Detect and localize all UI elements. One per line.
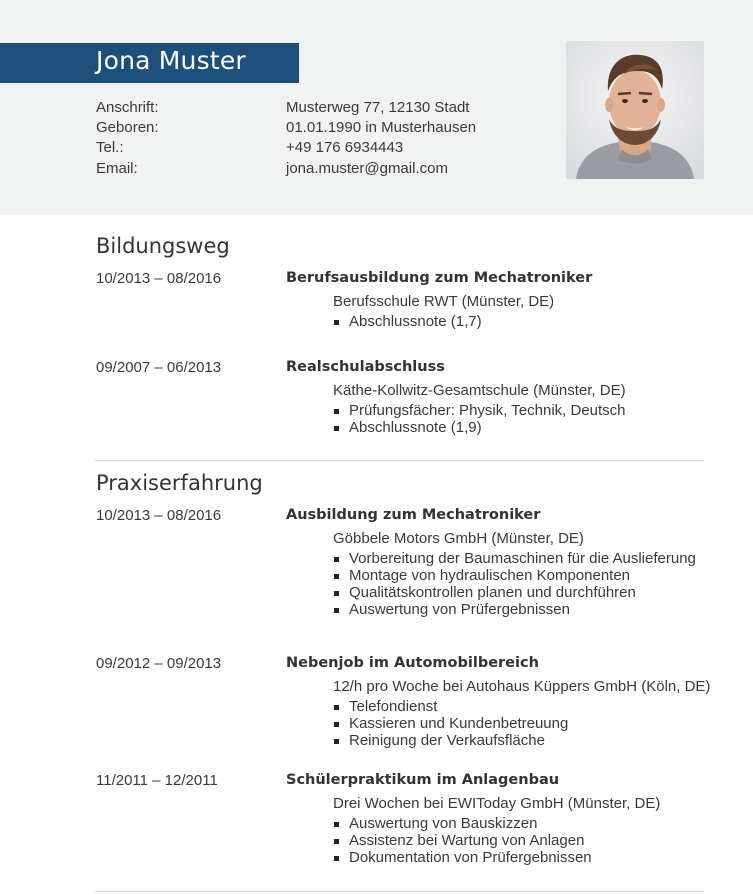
entry-bullets	[333, 698, 568, 749]
profile-photo	[566, 41, 704, 179]
entry-date: 09/2012 – 09/2013	[96, 655, 222, 672]
bullet-item	[333, 698, 568, 715]
entry-institution: Berufsschule RWT (Münster, DE)	[333, 293, 555, 310]
entry-institution: Käthe-Kollwitz-Gesamtschule (Münster, DE)	[333, 382, 626, 399]
bullet-item	[333, 419, 626, 436]
bullet-text: Vorbereitung der Baumaschinen für die Auslieferung	[349, 550, 696, 567]
bullet-text: Assistenz bei Wartung von Anlagen	[349, 832, 585, 849]
contact-label: Email:	[96, 159, 138, 177]
section-divider	[95, 891, 704, 892]
bullet-item	[333, 567, 696, 584]
section-title-experience: Praxiserfahrung	[96, 471, 263, 495]
bullet-square-icon	[334, 608, 339, 613]
entry-bullets	[333, 815, 592, 866]
bullet-item	[333, 715, 568, 732]
contact-label: Anschrift:	[96, 99, 159, 116]
bullet-text: Kassieren und Kundenbetreuung	[349, 715, 569, 732]
entry-company: Göbbele Motors GmbH (Münster, DE)	[333, 530, 584, 547]
bullet-square-icon	[334, 839, 339, 844]
entry-date: 10/2013 – 08/2016	[96, 507, 222, 524]
bullet-square-icon	[334, 320, 339, 325]
bullet-square-icon	[334, 705, 339, 710]
bullet-item	[333, 601, 696, 618]
contact-value: jona.muster@gmail.com	[286, 159, 448, 177]
bullet-text: Abschlussnote (1,9)	[349, 419, 482, 436]
bullet-item	[333, 313, 482, 330]
bullet-text: Dokumentation von Prüfergebnissen	[349, 849, 592, 866]
bullet-square-icon	[334, 722, 339, 727]
bullet-text: Telefondienst	[349, 698, 438, 715]
contact-details	[96, 99, 516, 180]
bullet-item	[333, 732, 568, 749]
entry-bullets	[333, 550, 696, 618]
contact-label: Tel.:	[96, 139, 124, 157]
entry-title: Ausbildung zum Mechatroniker	[286, 507, 541, 523]
contact-row-phone	[96, 139, 516, 159]
contact-value: 01.01.1990 in Musterhausen	[286, 119, 477, 137]
contact-label: Geboren:	[96, 119, 159, 137]
bullet-text: Montage von hydraulischen Komponenten	[349, 567, 631, 584]
contact-row-birth	[96, 119, 516, 139]
bullet-text: Abschlussnote (1,7)	[349, 313, 482, 330]
entry-company: Drei Wochen bei EWIToday GmbH (Münster, DE)	[333, 795, 661, 812]
contact-row-address	[96, 99, 516, 119]
bullet-item	[333, 584, 696, 601]
bullet-square-icon	[334, 856, 339, 861]
bullet-square-icon	[334, 409, 339, 414]
bullet-item	[333, 550, 696, 567]
bullet-item	[333, 849, 592, 866]
bullet-square-icon	[334, 591, 339, 596]
entry-date: 09/2007 – 06/2013	[96, 359, 222, 376]
section-divider	[95, 460, 704, 461]
contact-row-email	[96, 160, 516, 180]
bullet-item	[333, 402, 626, 419]
contact-value: Musterweg 77, 12130 Stadt	[286, 99, 470, 116]
bullet-text: Qualitätskontrollen planen und durchführen	[349, 584, 636, 601]
bullet-square-icon	[334, 557, 339, 562]
bullet-square-icon	[334, 822, 339, 827]
bullet-square-icon	[334, 574, 339, 579]
entry-bullets	[333, 313, 482, 330]
bullet-text: Prüfungsfächer: Physik, Technik, Deutsch	[349, 402, 626, 419]
bullet-text: Reinigung der Verkaufsfläche	[349, 732, 545, 749]
bullet-text: Auswertung von Bauskizzen	[349, 815, 538, 832]
entry-date: 10/2013 – 08/2016	[96, 270, 222, 287]
entry-date: 11/2011 – 12/2011	[96, 772, 218, 789]
portrait-image	[566, 41, 704, 179]
bullet-item	[333, 815, 592, 832]
entry-title: Nebenjob im Automobilbereich	[286, 655, 539, 671]
section-title-education: Bildungsweg	[96, 234, 230, 258]
candidate-name: Jona Muster	[96, 46, 246, 75]
bullet-square-icon	[334, 739, 339, 744]
contact-value: +49 176 6934443	[286, 139, 404, 157]
bullet-text: Auswertung von Prüfergebnissen	[349, 601, 570, 618]
entry-title: Berufsausbildung zum Mechatroniker	[286, 270, 593, 286]
bullet-square-icon	[334, 426, 339, 431]
entry-company: 12/h pro Woche bei Autohaus Küppers GmbH (Köln, DE)	[333, 678, 711, 695]
entry-title: Schülerpraktikum im Anlagenbau	[286, 772, 560, 788]
entry-title: Realschulabschluss	[286, 359, 445, 375]
entry-bullets	[333, 402, 626, 436]
bullet-item	[333, 832, 592, 849]
